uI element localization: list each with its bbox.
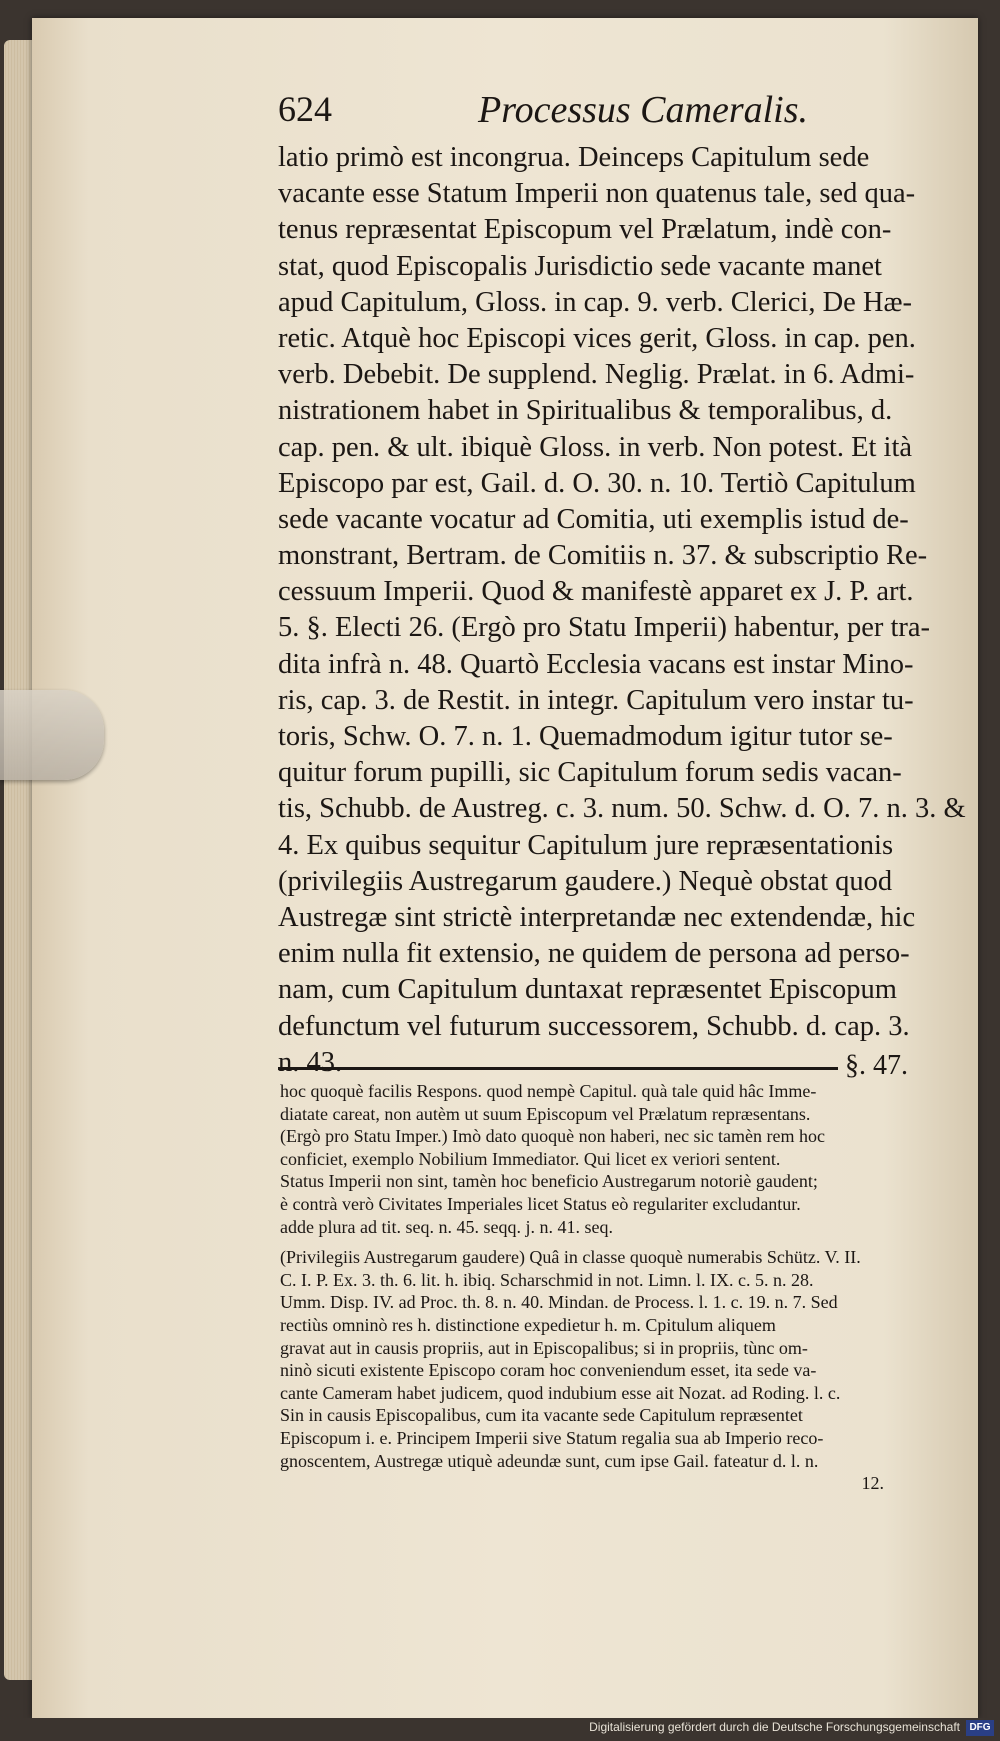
note-line: C. I. P. Ex. 3. th. 6. lit. h. ibiq. Scharschmid in not. Limn. l. IX. c. 5. n. 28. (280, 1269, 814, 1290)
note-line: (Privilegiis Austregarum gaudere) Quâ in classe quoquè numerabis Schütz. V. II. (280, 1247, 861, 1268)
note-line: (Ergò pro Statu Imper.) Imò dato quoquè non haberi, nec sic tamèn rem hoc (280, 1126, 826, 1147)
dfg-logo-icon: DFG (966, 1720, 994, 1736)
text-line: latio primò est incongrua. Deinceps Capitulum sede (278, 142, 870, 173)
text-line: (privilegiis Austregarum gaudere.) Nequè obstat quod (278, 865, 893, 897)
text-line: defunctum vel futurum successorem, Schubb. d. cap. 3. (278, 1010, 910, 1042)
text-line: enim nulla fit extensio, ne quidem de persona ad perso- (278, 938, 910, 970)
text-line: 4. Ex quibus sequitur Capitulum jure repræsentationis (278, 829, 894, 861)
note-line: hoc quoquè facilis Respons. quod nempè Capitul. quà tale quid hâc Imme- (280, 1081, 817, 1101)
text-line: monstrant, Bertram. de Comitiis n. 37. & subscriptio Re- (278, 540, 928, 572)
note-line: Umm. Disp. IV. ad Proc. th. 8. n. 40. Mindan. de Process. l. 1. c. 19. n. 7. Sed (280, 1292, 838, 1313)
bookmark-clip (0, 690, 104, 780)
note-line: conficiet, exemplo Nobilium Immediator. Qui licet ex veriori sentent. (280, 1148, 781, 1169)
text-line: cessuum Imperii. Quod & manifestè apparet ex J. P. art. (278, 576, 914, 608)
text-line: nistrationem habet in Spiritualibus & temporalibus, d. (278, 395, 893, 427)
text-line: toris, Schw. O. 7. n. 1. Quemadmodum igitur tutor se- (278, 721, 893, 752)
text-line: cap. pen. & ult. ibiquè Gloss. in verb. Non potest. Et ità (278, 431, 913, 463)
note-line: gravat aut in causis propriis, aut in Episcopalibus; si in propriis, tùnc om- (280, 1337, 808, 1358)
note-line: rectiùs omninò res h. distinctione expedietur h. m. Cpitulum aliquem (280, 1314, 776, 1335)
note-line: cante Cameram habet judicem, quod indubium esse ait Nozat. ad Roding. l. c. (280, 1382, 841, 1403)
digitization-credit: Digitalisierung gefördert durch die Deutsche Forschungsgemeinschaft (589, 1720, 960, 1734)
catchword: 12. (861, 1473, 884, 1494)
text-line: n. 43. (278, 1046, 343, 1078)
text-line: nam, cum Capitulum duntaxat repræsentet Episcopum (278, 974, 897, 1006)
text-line: tis, Schubb. de Austreg. c. 3. num. 50. Schw. d. O. 7. n. 3. & (278, 793, 966, 825)
text-line: verb. Debebit. De supplend. Neglig. Prælat. in 6. Admi- (278, 359, 915, 391)
note-line: è contrà verò Civitates Imperiales licet Status eò regulariter excludantur. (280, 1193, 801, 1214)
note-line: diatate careat, non autèm ut suum Episcopum vel Prælatum repræsentans. (280, 1103, 811, 1124)
page-number: 624 (278, 89, 332, 129)
text-line: vacante esse Statum Imperii non quatenus tale, sed qua- (278, 178, 916, 210)
text-line: tenus repræsentat Episcopum vel Prælatum, indè con- (278, 214, 892, 246)
running-title: Processus Cameralis. (478, 89, 809, 131)
text-line: ris, cap. 3. de Restit. in integr. Capitulum vero instar tu- (278, 684, 914, 716)
footer-band (0, 1718, 1000, 1741)
text-line: apud Capitulum, Gloss. in cap. 9. verb. Clerici, De Hæ- (278, 286, 913, 318)
text-line: dita infrà n. 48. Quartò Ecclesia vacans est instar Mino- (278, 648, 914, 680)
text-line: quitur forum pupilli, sic Capitulum forum sedis vacan- (278, 757, 902, 789)
note-line: Status Imperii non sint, tamèn hoc beneficio Austregarum notoriè gaudent; (280, 1171, 818, 1192)
text-line: sede vacante vocatur ad Comitia, uti exemplis istud de- (278, 503, 909, 535)
text-line: 5. §. Electi 26. (Ergò pro Statu Imperii) habentur, per tra- (278, 612, 931, 644)
note-line: Episcopum i. e. Principem Imperii sive Statum regalia sua ab Imperio reco- (280, 1427, 824, 1448)
footnotes (280, 1080, 888, 1495)
text-line: Austregæ sint strictè interpretandæ nec extendendæ, hic (278, 901, 916, 933)
note-spacer (280, 1238, 888, 1246)
section-divider (278, 1067, 838, 1070)
text-line: Episcopo par est, Gail. d. O. 30. n. 10. Tertiò Capitulum (278, 467, 916, 499)
text-line: stat, quod Episcopalis Jurisdictio sede vacante manet (278, 250, 882, 282)
note-line: Sin in causis Episcopalibus, cum ita vacante sede Capitulum repræsentet (280, 1405, 803, 1426)
note-line: gnoscentem, Austregæ utiquè adeundæ sunt, cum ipse Gail. fateatur d. l. n. (280, 1450, 819, 1471)
section-number: §. 47. (845, 1050, 908, 1081)
main-text (278, 140, 966, 1081)
note-line: ninò sicuti existente Episcopo coram hoc conveniendum esset, ita sede va- (280, 1360, 817, 1381)
text-line: retic. Atquè hoc Episcopi vices gerit, Gloss. in cap. pen. (278, 322, 916, 354)
note-line: adde plura ad tit. seq. n. 45. seqq. j. n. 41. seq. (280, 1216, 613, 1237)
